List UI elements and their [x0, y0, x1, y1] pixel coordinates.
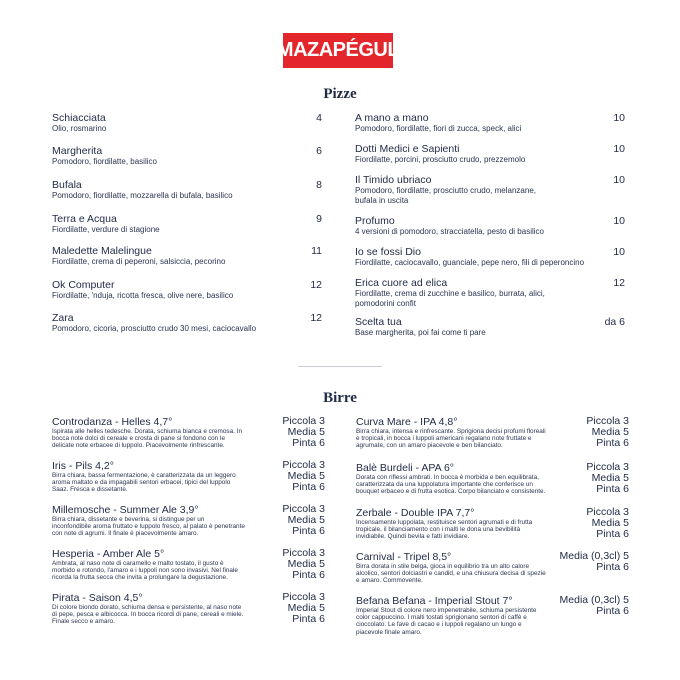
- pizza-price: 10: [613, 174, 625, 186]
- pizza-desc: 4 versioni di pomodoro, stracciatella, pesto di basilico: [355, 227, 544, 236]
- beer-desc: Dorata con riflessi ambrati. In bocca è morbida e ben equilibrata, caratterizzata da una luppolatura importante che conferisce un bouquet erbaceo e di frutta esotica. Corpo bilanciato e consistente.: [356, 474, 546, 496]
- beer-name: Iris - Pils 4,2°: [52, 460, 114, 472]
- pizza-price: 12: [613, 277, 625, 289]
- beer-prices: [586, 416, 629, 449]
- beer-price: Pinta 6: [292, 569, 325, 581]
- pizza-item: [52, 145, 322, 168]
- pizza-desc: Fiordilatte, crema di peperoni, salsiccia, pecorino: [52, 257, 226, 266]
- beer-name: Hesperia - Amber Ale 5°: [52, 548, 165, 560]
- beer-price: Media 5: [591, 472, 629, 484]
- pizza-item: [52, 179, 322, 202]
- pizza-name: Dotti Medici e Sapienti: [355, 143, 460, 155]
- beer-name: Millemosche - Summer Ale 3,9°: [52, 504, 199, 516]
- beer-price: Piccola 3: [282, 415, 325, 427]
- pizza-item: [52, 279, 322, 302]
- beer-price: Media (0,3cl) 5: [559, 594, 629, 606]
- beer-item: [356, 595, 629, 639]
- beer-prices: [560, 595, 629, 617]
- beer-name: Zerbale - Double IPA 7,7°: [356, 507, 475, 519]
- pizza-item: [355, 112, 625, 135]
- pizza-desc: Pomodoro, fiordilatte, fiori di zucca, speck, alici: [355, 124, 522, 133]
- pizza-desc: Fiordilatte, caciocavallo, guanciale, pepe nero, fili di peperoncino: [355, 258, 585, 267]
- beer-prices: [282, 548, 325, 581]
- pizza-price: 9: [316, 213, 322, 225]
- pizza-name: Erica cuore ad elica: [355, 277, 448, 289]
- beer-price: Piccola 3: [586, 506, 629, 518]
- pizza-price: 10: [613, 112, 625, 124]
- beer-price: Pinta 6: [596, 605, 629, 617]
- pizza-desc: Pomodoro, fiordilatte, basilico: [52, 157, 157, 166]
- beer-price: Piccola 3: [282, 591, 325, 603]
- beer-item: [356, 551, 629, 591]
- birre-right-column: [356, 416, 629, 639]
- pizza-price: 10: [613, 215, 625, 227]
- pizza-name: A mano a mano: [355, 112, 429, 124]
- beer-name: Controdanza - Helles 4,7°: [52, 416, 173, 428]
- pizza-price: 12: [310, 279, 322, 291]
- pizza-desc: Fiordilatte, crema di zucchine e basilico, burrata, alici, pomodorini confit: [355, 289, 545, 308]
- beer-name: Carnival - Tripel 8,5°: [356, 551, 452, 563]
- pizza-name: Io se fossi Dio: [355, 246, 421, 258]
- beer-desc: Imperial Stout di colore nero impenetrabile, schiuma persistente color cappuccino. I malti tostati sprigionano sentori di caffè e cioccolato. Le fave di cacao e i luppoli regalano un lungo e piacevole finale amaro.: [356, 607, 537, 636]
- section-divider: [298, 366, 382, 367]
- pizza-item: [355, 246, 625, 269]
- beer-price: Media 5: [591, 426, 629, 438]
- beer-prices: [560, 551, 629, 573]
- beer-desc: Birra chiara, dissetante e beverina, si distingue per un inconfondibile aroma fruttato e luppolo fresco, al palato è penetrante con note di agrumi. Il finale è piacevolmente amaro.: [52, 516, 245, 538]
- pizze-right-column: [355, 112, 625, 339]
- pizza-item: [355, 143, 625, 166]
- pizza-desc: Pomodoro, cicoria, prosciutto crudo 30 mesi, caciocavallo: [52, 324, 257, 333]
- pizza-name: Bufala: [52, 179, 82, 191]
- beer-price: Pinta 6: [292, 437, 325, 449]
- beer-price: Media 5: [287, 602, 325, 614]
- beer-price: Media 5: [287, 558, 325, 570]
- pizza-price: da 6: [604, 316, 625, 328]
- beer-item: [52, 592, 325, 632]
- pizza-desc: Pomodoro, fiordilatte, mozzarella di bufala, basilico: [52, 191, 233, 200]
- beer-price: Media 5: [287, 470, 325, 482]
- pizza-desc: Pomodoro, fiordilatte, prosciutto crudo, melanzane, bufala in uscita: [355, 186, 536, 205]
- beer-name: Balè Burdeli - APA 6°: [356, 462, 454, 474]
- pizza-name: Margherita: [52, 145, 103, 157]
- pizza-desc: Fiordilatte, 'nduja, ricotta fresca, olive nere, basilico: [52, 291, 234, 300]
- beer-desc: Birra dorata in stile belga, gioca in equilibrio tra un alto calore alcolico, sentori dolciastri e candid, e una chiusura decisa di spezie e amaro. Commovente.: [356, 563, 546, 585]
- pizza-item: [52, 213, 322, 236]
- beer-item: [356, 507, 629, 547]
- pizze-title: Pizze: [323, 86, 357, 102]
- beer-price: Pinta 6: [292, 481, 325, 493]
- beer-desc: Ambrata, al naso note di caramello e malto tostato, il gusto è morbido e rotondo, l'amaro e i luppoli non sono invasivi. Nel finale ricorda la frutta secca che invita a prolungare la degustazione.: [52, 560, 238, 582]
- pizza-name: Terra e Acqua: [52, 213, 117, 225]
- beer-price: Pinta 6: [292, 525, 325, 537]
- pizza-desc: Fiordilatte, porcini, prosciutto crudo, prezzemolo: [355, 155, 526, 164]
- pizza-item: [355, 316, 625, 339]
- pizza-item: [52, 245, 322, 268]
- pizza-item: [52, 112, 322, 135]
- pizza-item: [355, 174, 625, 207]
- beer-price: Piccola 3: [282, 459, 325, 471]
- beer-prices: [282, 504, 325, 537]
- pizza-name: Profumo: [355, 215, 395, 227]
- beer-price: Pinta 6: [596, 528, 629, 540]
- beer-name: Befana Befana - Imperial Stout 7°: [356, 595, 513, 607]
- pizza-item: [355, 215, 625, 238]
- beer-item: [356, 416, 629, 456]
- beer-price: Media (0,3cl) 5: [559, 550, 629, 562]
- pizza-price: 12: [310, 312, 322, 324]
- beer-name: Curva Mare - IPA 4,8°: [356, 416, 458, 428]
- pizze-left-column: [52, 112, 322, 335]
- pizza-name: Zara: [52, 312, 74, 324]
- pizza-name: Il Timido ubriaco: [355, 174, 432, 186]
- pizza-price: 4: [316, 112, 322, 124]
- pizza-item: [52, 312, 322, 335]
- pizza-name: Schiacciata: [52, 112, 106, 124]
- beer-desc: Incensamente luppolata, restituisce sentori agrumati e di frutta tropicale, il bilanciamento con i malti le dona una bevibilità invidiabile. Quindi bevila e fatti invidiare.: [356, 519, 533, 541]
- beer-desc: Di colore biondo dorato, schiuma densa e persistente, al naso note di pepe, pesca e albicocca. In bocca ricordi di pane, cereali e miele. Finale secco e amaro.: [52, 604, 244, 626]
- beer-item: [356, 462, 629, 502]
- pizza-desc: Fiordilatte, verdure di stagione: [52, 225, 160, 234]
- beer-price: Media 5: [591, 517, 629, 529]
- pizza-price: 11: [311, 245, 322, 257]
- beer-item: [52, 416, 325, 456]
- brand-logo: MAZAPÉGUL: [283, 33, 393, 68]
- pizza-name: Ok Computer: [52, 279, 115, 291]
- beer-price: Piccola 3: [282, 503, 325, 515]
- pizza-price: 6: [316, 145, 322, 157]
- beer-prices: [282, 460, 325, 493]
- pizza-price: 10: [613, 143, 625, 155]
- beer-desc: Birra chiara, intensa e rinfrescante. Sprigiona decisi profumi floreali e tropicali, in bocca i luppoli americani regalano note fruttate e agrumate, con un amaro piacevole e ben bilanciato.: [356, 428, 546, 450]
- beer-price: Piccola 3: [282, 547, 325, 559]
- pizza-desc: Base margherita, poi fai come ti pare: [355, 328, 486, 337]
- beer-name: Pirata - Saison 4,5°: [52, 592, 143, 604]
- beer-prices: [282, 416, 325, 449]
- beer-price: Piccola 3: [586, 415, 629, 427]
- beer-prices: [282, 592, 325, 625]
- pizza-price: 8: [316, 179, 322, 191]
- birre-left-column: [52, 416, 325, 632]
- beer-price: Media 5: [287, 426, 325, 438]
- beer-item: [52, 460, 325, 500]
- beer-price: Pinta 6: [596, 483, 629, 495]
- beer-item: [52, 504, 325, 544]
- beer-item: [52, 548, 325, 588]
- pizza-name: Maledette Malelingue: [52, 245, 152, 257]
- beer-prices: [586, 462, 629, 495]
- beer-desc: Ispirata alle helles tedesche. Dorata, schiuma bianca e cremosa. In bocca note dolci di cereale e crosta di pane si fondono con le delicate note erbacee di luppolo. Piacevolmente rinfrescante.: [52, 428, 243, 450]
- birre-title: Birre: [323, 390, 357, 406]
- pizza-desc: Olio, rosmarino: [52, 124, 107, 133]
- pizza-item: [355, 277, 625, 310]
- beer-price: Pinta 6: [596, 561, 629, 573]
- beer-price: Media 5: [287, 514, 325, 526]
- beer-desc: Birra chiara, bassa fermentazione, è caratterizzata da un leggero aroma maltato e da impagabili sentori erbacei, tipici del luppolo Saaz. Fresca e dissetante.: [52, 472, 236, 494]
- beer-price: Pinta 6: [596, 437, 629, 449]
- pizza-name: Scelta tua: [355, 316, 402, 328]
- beer-prices: [586, 507, 629, 540]
- beer-price: Piccola 3: [586, 461, 629, 473]
- beer-price: Pinta 6: [292, 613, 325, 625]
- pizza-price: 10: [613, 246, 625, 258]
